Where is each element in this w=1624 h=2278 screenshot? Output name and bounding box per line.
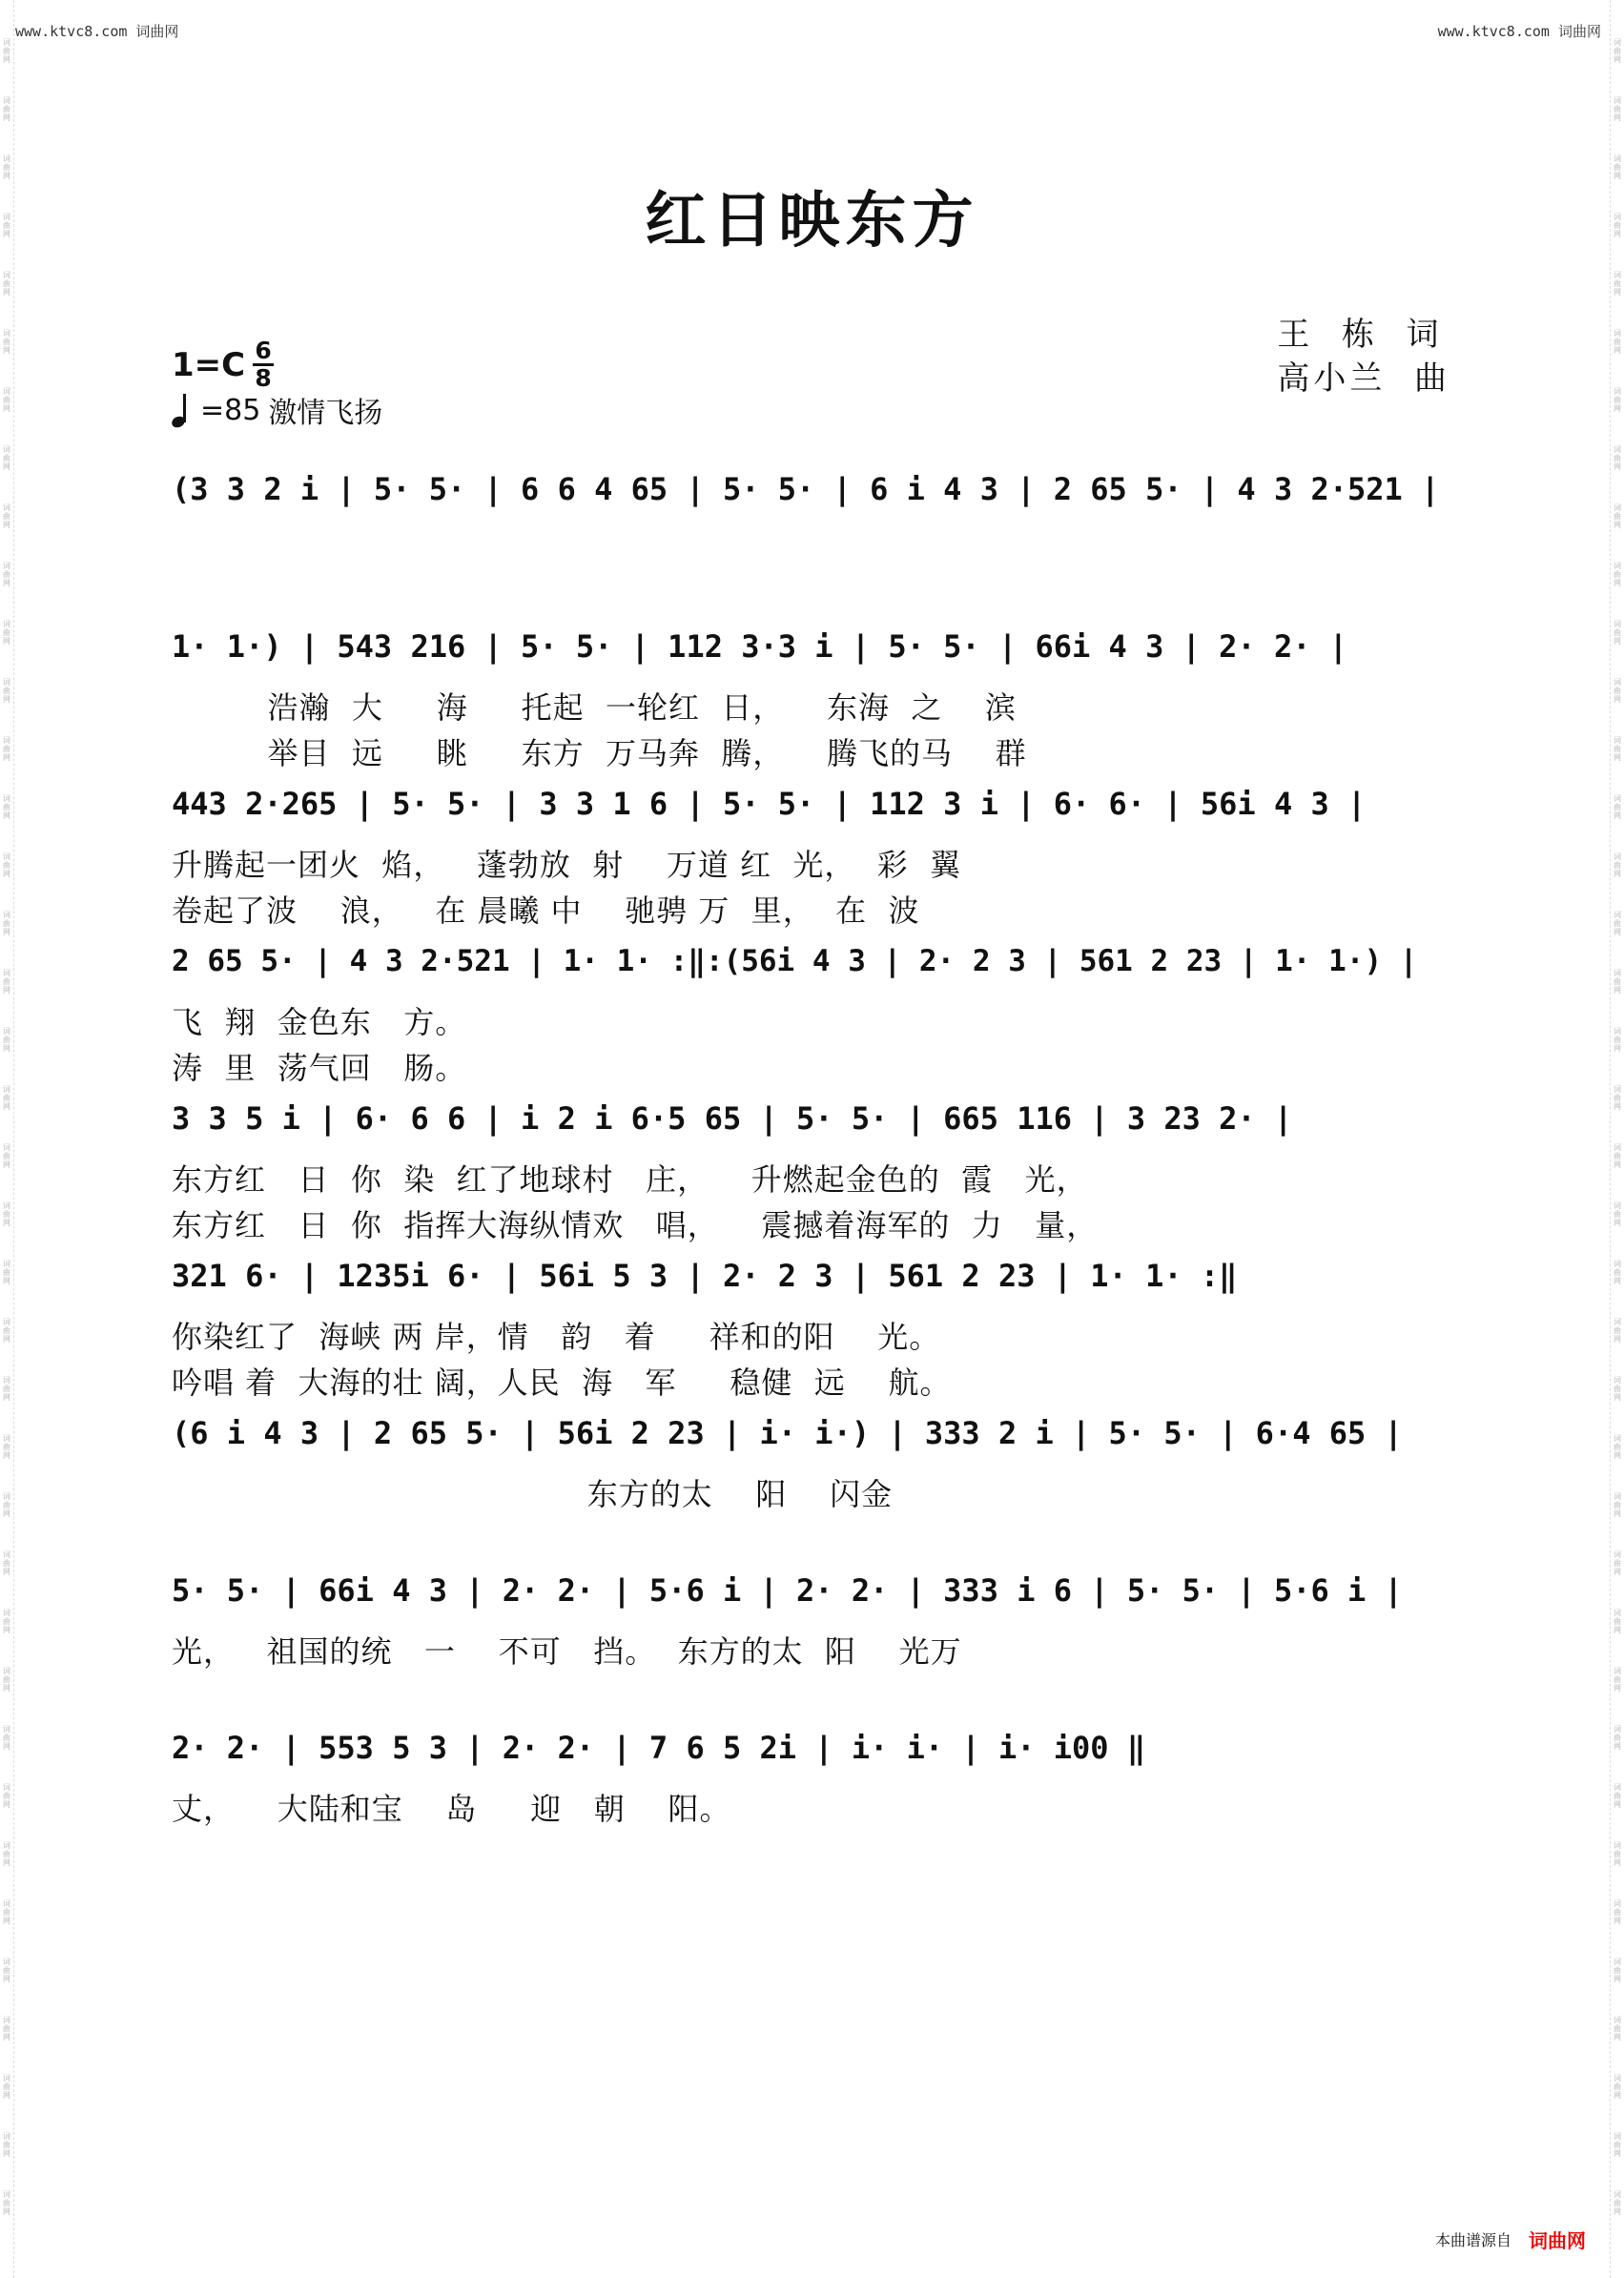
side-watermark-mark: 词 曲 网 [3,38,10,64]
side-watermark-mark: 词 曲 网 [3,969,10,995]
side-watermark-mark: 词 曲 网 [3,852,10,878]
time-signature-bottom: 8 [255,364,272,392]
side-watermark-mark: 词 曲 网 [3,1318,10,1344]
side-watermark-mark: 词 曲 网 [1614,1027,1621,1053]
score-line [172,928,1455,1085]
quarter-note-icon [172,393,196,427]
lyric-verse-1: 光， 祖国的统 一 不可 挡。 东方的太 阳 光万 [172,1633,962,1670]
side-watermark-mark: 词 曲 网 [3,1201,10,1227]
side-watermark-mark: 词 曲 网 [1614,1841,1621,1867]
side-watermark-mark: 词 曲 网 [1614,911,1621,936]
time-signature-top: 6 [255,337,272,364]
side-watermark-mark: 词 曲 网 [3,1899,10,1925]
side-watermark-mark: 词 曲 网 [1614,387,1621,413]
side-watermark-mark: 词 曲 网 [1614,794,1621,820]
notation-line: 443 2·265 | 5· 5· | 3 3 1 6 | 5· 5· | 112 3 i | 6· 6· | 56i 4 3 | [172,786,1367,822]
side-watermark-mark: 词 曲 网 [1614,1376,1621,1402]
score-line [172,1714,1455,1872]
side-watermark-mark: 词 曲 网 [1614,213,1621,238]
notation-line: 5· 5· | 66i 4 3 | 2· 2· | 5·6 i | 2· 2· | 333 i 6 | 5· 5· | 5·6 i | [172,1572,1403,1609]
watermark-top-left: www.ktvc8.com 词曲网 [15,23,179,40]
side-watermark-mark: 词 曲 网 [3,1609,10,1634]
credits [1277,313,1450,400]
side-watermark-mark: 词 曲 网 [3,213,10,238]
side-watermark-mark: 词 曲 网 [1614,2074,1621,2100]
side-watermark-mark: 词 曲 网 [3,1725,10,1751]
side-watermark-mark: 词 曲 网 [1614,1899,1621,1925]
side-watermark-mark: 词 曲 网 [3,2132,10,2158]
side-watermark-mark: 词 曲 网 [1614,562,1621,587]
side-watermark-mark: 词 曲 网 [1614,503,1621,529]
notation-line: (6 i 4 3 | 2 65 5· | 56i 2 23 | i· i·) | 333 2 i | 5· 5· | 6·4 65 | [172,1415,1403,1451]
side-watermark-mark: 词 曲 网 [1614,736,1621,762]
lyric-verse-1: 东方的太 阳 闪金 [172,1476,894,1512]
side-watermark-mark: 词 曲 网 [1614,1783,1621,1809]
side-watermark-mark: 词 曲 网 [1614,1260,1621,1285]
footer-source: 本曲谱源自 [1434,2231,1511,2249]
side-watermark-mark: 词 曲 网 [3,1550,10,1576]
side-watermark-mark: 词 曲 网 [3,1492,10,1518]
notation-line: 2· 2· | 553 5 3 | 2· 2· | 7 6 5 2i | i· i· | i· i00 ‖ [172,1730,1146,1766]
score-line [172,1557,1455,1714]
side-watermark-mark: 词 曲 网 [1614,1434,1621,1460]
side-watermark-mark: 词 曲 网 [3,736,10,762]
side-watermark-mark: 词 曲 网 [3,1958,10,1983]
score-line [172,1400,1455,1557]
footer-logo: 词曲网 [1529,2229,1586,2252]
lyric-verse-2: 东方红 日 你 指挥大海纵情欢 唱， 震撼着海军的 力 量， [172,1207,1099,1243]
tempo-marking [172,389,382,431]
time-signature [253,339,274,390]
side-watermark-mark: 词 曲 网 [1614,96,1621,122]
lyric-verse-1: 升腾起一团火 焰， 蓬勃放 射 万道 红 光， 彩 翼 [172,847,962,883]
score-line [172,456,1455,613]
side-watermark-mark: 词 曲 网 [1614,969,1621,995]
side-watermark-mark: 词 曲 网 [1614,1492,1621,1518]
side-watermark-mark: 词 曲 网 [1614,1143,1621,1169]
lyric-verse-2: 卷起了波 浪， 在 晨曦 中 驰骋 万 里， 在 波 [172,893,920,929]
side-watermark-mark: 词 曲 网 [1614,154,1621,180]
side-watermark-mark: 词 曲 网 [3,911,10,936]
notation-line: 321 6· | 1235i 6· | 56i 5 3 | 2· 2 3 | 561 2 23 | 1· 1· :‖ [172,1258,1238,1294]
side-watermark-mark: 词 曲 网 [3,1027,10,1053]
tempo-value: =85 [200,393,261,427]
side-watermark-mark: 词 曲 网 [1614,329,1621,355]
side-watermark-mark: 词 曲 网 [1614,2132,1621,2158]
side-watermark-mark: 词 曲 网 [1614,1318,1621,1344]
score-line [172,1242,1455,1400]
score [172,456,1455,1872]
key-signature [172,339,274,390]
side-watermark-mark: 词 曲 网 [3,794,10,820]
side-watermark-mark: 词 曲 网 [3,503,10,529]
side-watermark-mark: 词 曲 网 [1614,2190,1621,2216]
side-watermark-mark: 词 曲 网 [1614,1609,1621,1634]
lyricist-credit: 王 栋 词 [1277,316,1443,354]
side-watermark-mark: 词 曲 网 [3,329,10,355]
notation-line: 2 65 5· | 4 3 2·521 | 1· 1· :‖:(56i 4 3 | 2· 2 3 | 561 2 23 | 1· 1·) | [172,944,1418,978]
score-line [172,613,1455,770]
side-watermark-mark: 词 曲 网 [1614,445,1621,471]
side-watermark-mark: 词 曲 网 [3,562,10,587]
side-watermark-left [0,0,14,2278]
side-watermark-right [1610,0,1624,2278]
song-title: 红日映东方 [645,185,979,257]
side-watermark-mark: 词 曲 网 [3,1667,10,1693]
lyric-verse-2: 吟唱 着 大海的壮 阔，人民 海 军 稳健 远 航。 [172,1365,952,1401]
side-watermark-mark: 词 曲 网 [3,620,10,646]
notation-line: 3 3 5 i | 6· 6 6 | i 2 i 6·5 65 | 5· 5· | 665 116 | 3 23 2· | [172,1100,1293,1137]
lyric-verse-1: 丈， 大陆和宝 岛 迎 朝 阳。 [172,1791,731,1827]
side-watermark-mark: 词 曲 网 [3,2190,10,2216]
notation-line: 1· 1·) | 543 216 | 5· 5· | 112 3·3 i | 5· 5· | 66i 4 3 | 2· 2· | [172,628,1347,665]
lyric-verse-2: 涛 里 荡气回 肠。 [172,1050,467,1086]
side-watermark-mark: 词 曲 网 [3,1841,10,1867]
side-watermark-mark: 词 曲 网 [3,96,10,122]
side-watermark-mark: 词 曲 网 [3,2074,10,2100]
notation-line: (3 3 2 i | 5· 5· | 6 6 4 65 | 5· 5· | 6 i 4 3 | 2 65 5· | 4 3 2·521 | [172,471,1440,507]
score-line [172,770,1455,928]
watermark-top-right: www.ktvc8.com 词曲网 [1437,23,1601,40]
side-watermark-mark: 词 曲 网 [3,1783,10,1809]
side-watermark-mark: 词 曲 网 [1614,271,1621,297]
side-watermark-mark: 词 曲 网 [3,271,10,297]
composer-credit: 高小兰 曲 [1277,359,1450,398]
side-watermark-mark: 词 曲 网 [3,1260,10,1285]
side-watermark-mark: 词 曲 网 [1614,38,1621,64]
side-watermark-mark: 词 曲 网 [1614,1201,1621,1227]
side-watermark-mark: 词 曲 网 [1614,678,1621,704]
lyric-verse-1: 飞 翔 金色东 方。 [172,1004,467,1040]
side-watermark-mark: 词 曲 网 [1614,1667,1621,1693]
side-watermark-mark: 词 曲 网 [1614,852,1621,878]
side-watermark-mark: 词 曲 网 [1614,1725,1621,1751]
side-watermark-mark: 词 曲 网 [3,1376,10,1402]
side-watermark-mark: 词 曲 网 [3,1143,10,1169]
side-watermark-mark: 词 曲 网 [3,1085,10,1111]
lyric-verse-1: 浩瀚 大 海 托起 一轮红 日， 东海 之 滨 [172,689,1018,726]
side-watermark-mark: 词 曲 网 [1614,620,1621,646]
footer [1435,2226,1586,2253]
side-watermark-mark: 词 曲 网 [3,1434,10,1460]
key-label: 1=C [172,345,246,384]
score-line [172,1085,1455,1242]
side-watermark-mark: 词 曲 网 [3,2016,10,2042]
side-watermark-mark: 词 曲 网 [3,154,10,180]
side-watermark-mark: 词 曲 网 [1614,2016,1621,2042]
side-watermark-mark: 词 曲 网 [3,387,10,413]
lyric-verse-2: 举目 远 眺 东方 万马奔 腾， 腾飞的马 群 [172,735,1027,771]
side-watermark-mark: 词 曲 网 [1614,1085,1621,1111]
side-watermark-mark: 词 曲 网 [1614,1958,1621,1983]
tempo-expression: 激情飞扬 [268,397,383,430]
side-watermark-mark: 词 曲 网 [3,678,10,704]
side-watermark-mark: 词 曲 网 [3,445,10,471]
lyric-verse-1: 东方红 日 你 染 红了地球村 庄， 升燃起金色的 霞 光， [172,1161,1088,1198]
lyric-verse-1: 你染红了 海峡 两 岸，情 韵 着 祥和的阳 光。 [172,1319,941,1355]
side-watermark-mark: 词 曲 网 [1614,1550,1621,1576]
